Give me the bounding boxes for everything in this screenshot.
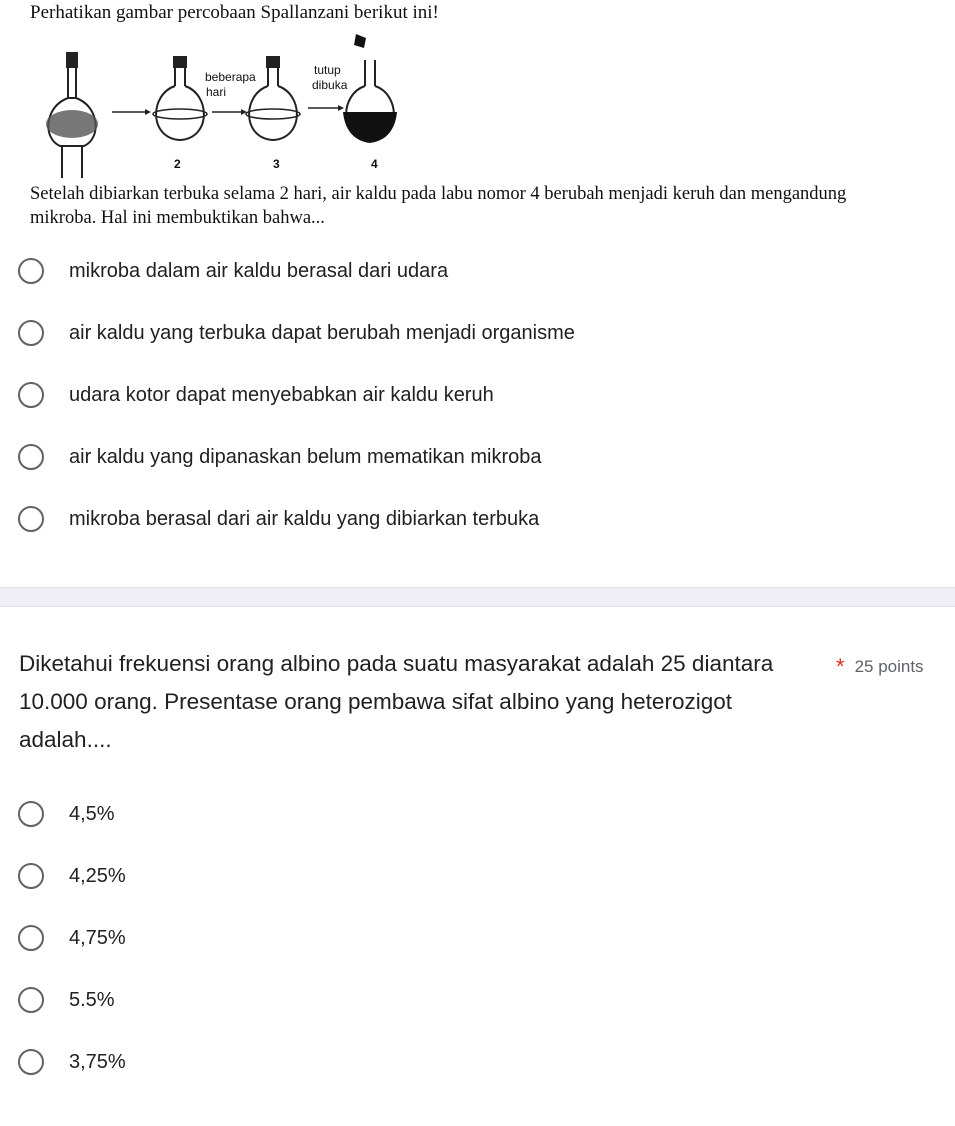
question1-text-line2: mikroba. Hal ini membuktikan bahwa...: [30, 208, 325, 228]
q1-option-2[interactable]: [18, 317, 575, 349]
spallanzani-figure: [40, 28, 420, 178]
option-label: 5.5%: [69, 988, 115, 1011]
question2-text: Diketahui frekuensi orang albino pada suatu masyarakat adalah 25 diantara 10.000 orang. Presentase orang pembawa sifat albino yang heterozigot adalah....: [19, 651, 774, 752]
points-indicator: [836, 652, 924, 678]
question-divider: [0, 587, 955, 607]
flask-number-3: 3: [273, 157, 280, 171]
points-label: 25 points: [854, 657, 924, 676]
q1-option-4[interactable]: [18, 441, 541, 473]
radio-button[interactable]: [18, 258, 44, 284]
option-label: udara kotor dapat menyebabkan air kaldu keruh: [69, 383, 494, 406]
option-label: 4,25%: [69, 864, 126, 887]
required-asterisk: *: [836, 654, 845, 679]
q2-option-5[interactable]: [18, 1046, 126, 1078]
radio-button[interactable]: [18, 506, 44, 532]
flask-number-4: 4: [371, 157, 378, 171]
label-beberapa: beberapa: [205, 70, 256, 84]
q2-option-3[interactable]: [18, 922, 126, 954]
q1-option-3[interactable]: [18, 379, 494, 411]
label-dibuka: dibuka: [312, 78, 348, 92]
radio-button[interactable]: [18, 801, 44, 827]
flask-2: [153, 56, 207, 140]
option-label: air kaldu yang dipanaskan belum mematikan mikroba: [69, 445, 542, 468]
radio-button[interactable]: [18, 444, 44, 470]
q1-option-1[interactable]: [18, 255, 448, 287]
flask-3: [246, 56, 300, 140]
radio-button[interactable]: [18, 925, 44, 951]
radio-button[interactable]: [18, 382, 44, 408]
label-hari: hari: [206, 85, 227, 99]
flask-number-2: 2: [174, 157, 181, 171]
radio-button[interactable]: [18, 320, 44, 346]
question1-intro: Perhatikan gambar percobaan Spallanzani berikut ini!: [30, 2, 439, 23]
radio-button[interactable]: [18, 1049, 44, 1075]
flask-1: [46, 52, 98, 178]
option-label: 4,75%: [69, 926, 126, 949]
q1-option-5[interactable]: [18, 503, 539, 535]
q2-option-2[interactable]: [18, 860, 126, 892]
q2-option-1[interactable]: [18, 798, 115, 830]
option-label: mikroba dalam air kaldu berasal dari udara: [69, 259, 449, 282]
question1-text-line1: Setelah dibiarkan terbuka selama 2 hari, air kaldu pada labu nomor 4 berubah menjadi keruh dan mengandung: [30, 184, 847, 204]
radio-button[interactable]: [18, 987, 44, 1013]
option-label: air kaldu yang terbuka dapat berubah menjadi organisme: [69, 321, 575, 344]
radio-button[interactable]: [18, 863, 44, 889]
question1-image: [0, 0, 955, 240]
flask-4: [343, 34, 397, 142]
option-label: 4,5%: [69, 802, 115, 825]
option-label: 3,75%: [69, 1050, 126, 1073]
q2-option-4[interactable]: [18, 984, 115, 1016]
option-label: mikroba berasal dari air kaldu yang dibiarkan terbuka: [69, 507, 540, 530]
label-tutup: tutup: [314, 63, 341, 77]
